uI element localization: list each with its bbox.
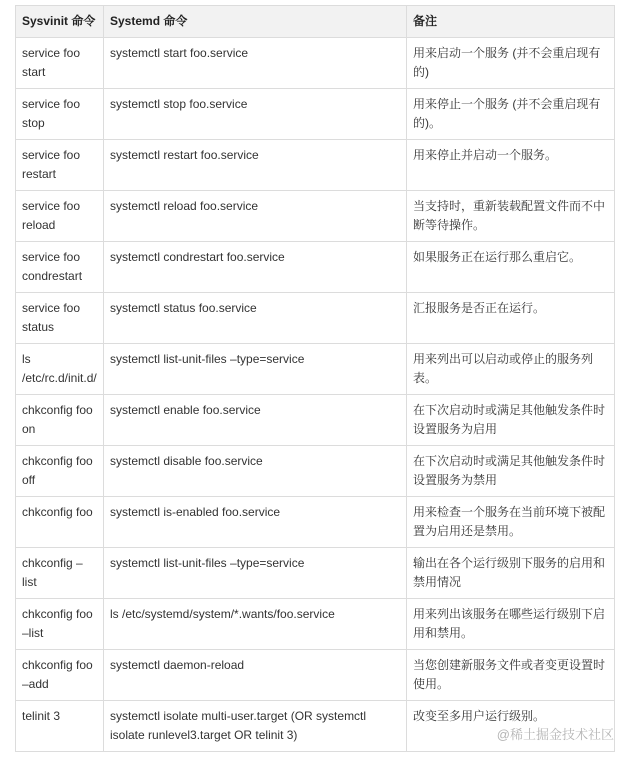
table-row xyxy=(16,38,615,89)
cell-notes: 改变至多用户运行级别。 xyxy=(407,701,615,752)
table-body xyxy=(16,38,615,752)
table-row xyxy=(16,293,615,344)
cell-notes: 输出在各个运行级别下服务的启用和禁用情况 xyxy=(407,548,615,599)
cell-systemd: systemctl start foo.service xyxy=(104,38,407,89)
cell-notes: 如果服务正在运行那么重启它。 xyxy=(407,242,615,293)
cell-notes: 在下次启动时或满足其他触发条件时设置服务为启用 xyxy=(407,395,615,446)
cell-notes: 当支持时，重新装载配置文件而不中断等待操作。 xyxy=(407,191,615,242)
cell-sysvinit: chkconfig foo on xyxy=(16,395,104,446)
cell-notes: 当您创建新服务文件或者变更设置时使用。 xyxy=(407,650,615,701)
header-systemd: Systemd 命令 xyxy=(104,6,407,38)
watermark: @稀土掘金技术社区 xyxy=(496,727,614,742)
table-row xyxy=(16,395,615,446)
table-row xyxy=(16,650,615,701)
cell-sysvinit: service foo restart xyxy=(16,140,104,191)
cell-systemd: systemctl list-unit-files –type=service xyxy=(104,548,407,599)
cell-notes: 汇报服务是否正在运行。 xyxy=(407,293,615,344)
cell-sysvinit: service foo reload xyxy=(16,191,104,242)
cell-systemd: systemctl is-enabled foo.service xyxy=(104,497,407,548)
cell-systemd: systemctl isolate multi-user.target (OR systemctl isolate runlevel3.target OR telinit 3) xyxy=(104,701,407,752)
command-comparison-table-wrapper xyxy=(15,5,614,752)
header-row xyxy=(16,6,615,38)
cell-sysvinit: chkconfig foo off xyxy=(16,446,104,497)
cell-systemd: systemctl restart foo.service xyxy=(104,140,407,191)
cell-systemd: systemctl daemon-reload xyxy=(104,650,407,701)
cell-systemd: systemctl disable foo.service xyxy=(104,446,407,497)
header-sysvinit: Sysvinit 命令 xyxy=(16,6,104,38)
cell-systemd: systemctl condrestart foo.service xyxy=(104,242,407,293)
cell-sysvinit: chkconfig foo –list xyxy=(16,599,104,650)
cell-systemd: systemctl enable foo.service xyxy=(104,395,407,446)
table-row xyxy=(16,191,615,242)
cell-sysvinit: service foo stop xyxy=(16,89,104,140)
cell-sysvinit: chkconfig foo xyxy=(16,497,104,548)
cell-systemd: ls /etc/systemd/system/*.wants/foo.service xyxy=(104,599,407,650)
cell-systemd: systemctl list-unit-files –type=service xyxy=(104,344,407,395)
cell-systemd: systemctl reload foo.service xyxy=(104,191,407,242)
table-row xyxy=(16,242,615,293)
cell-notes: 用来启动一个服务 (并不会重启现有的) xyxy=(407,38,615,89)
table-row xyxy=(16,599,615,650)
cell-sysvinit: chkconfig –list xyxy=(16,548,104,599)
table-row xyxy=(16,497,615,548)
cell-notes: 用来检查一个服务在当前环境下被配置为启用还是禁用。 xyxy=(407,497,615,548)
header-notes: 备注 xyxy=(407,6,615,38)
cell-systemd: systemctl stop foo.service xyxy=(104,89,407,140)
cell-sysvinit: telinit 3 xyxy=(16,701,104,752)
table-header xyxy=(16,6,615,38)
cell-sysvinit: service foo status xyxy=(16,293,104,344)
cell-notes: 用来停止一个服务 (并不会重启现有的)。 xyxy=(407,89,615,140)
cell-notes: 在下次启动时或满足其他触发条件时设置服务为禁用 xyxy=(407,446,615,497)
cell-notes: 用来停止并启动一个服务。 xyxy=(407,140,615,191)
cell-sysvinit: chkconfig foo –add xyxy=(16,650,104,701)
cell-sysvinit: service foo condrestart xyxy=(16,242,104,293)
table-row xyxy=(16,548,615,599)
cell-systemd: systemctl status foo.service xyxy=(104,293,407,344)
table-row xyxy=(16,89,615,140)
cell-sysvinit: service foo start xyxy=(16,38,104,89)
cell-notes: 用来列出该服务在哪些运行级别下启用和禁用。 xyxy=(407,599,615,650)
table-row xyxy=(16,140,615,191)
cell-sysvinit: ls /etc/rc.d/init.d/ xyxy=(16,344,104,395)
command-comparison-table xyxy=(15,5,615,752)
table-row xyxy=(16,344,615,395)
table-row xyxy=(16,446,615,497)
cell-notes: 用来列出可以启动或停止的服务列表。 xyxy=(407,344,615,395)
